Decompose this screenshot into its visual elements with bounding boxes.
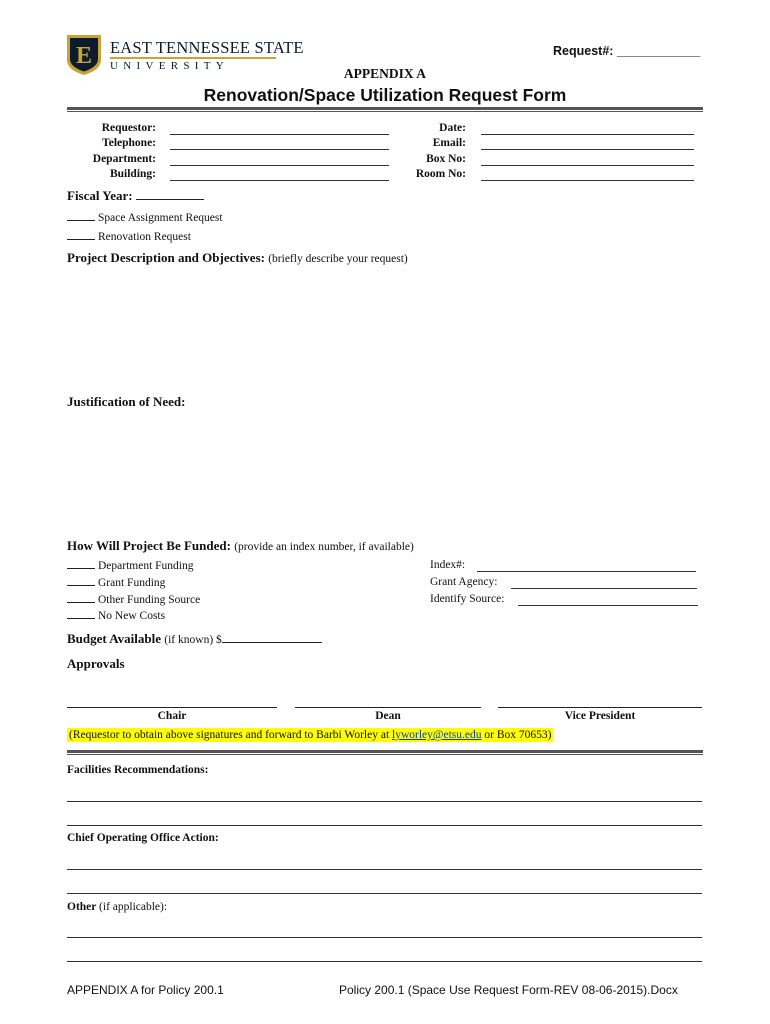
- department-label: Department:: [92, 153, 156, 165]
- requestor-label: Requestor:: [101, 122, 156, 134]
- department-field[interactable]: [170, 165, 389, 166]
- university-name-line2: UNIVERSITY: [110, 60, 229, 72]
- other-label: Other: [67, 901, 97, 913]
- project-description-label: Project Description and Objectives:: [67, 250, 265, 265]
- coo-line-1[interactable]: [67, 869, 702, 870]
- identify-source-field[interactable]: [518, 605, 698, 606]
- identify-source-label: Identify Source:: [430, 593, 505, 605]
- grant-funding-label: Grant Funding: [98, 577, 166, 589]
- no-new-costs-label: No New Costs: [98, 610, 166, 622]
- email-field[interactable]: [481, 149, 694, 150]
- footer-right: Policy 200.1 (Space Use Request Form-REV 08-06-2015).Docx: [339, 983, 678, 997]
- email-label: Email:: [432, 137, 466, 149]
- department-funding-label: Department Funding: [98, 560, 194, 572]
- other-funding-label: Other Funding Source: [98, 594, 201, 606]
- coo-line-2[interactable]: [67, 893, 702, 894]
- building-label: Building:: [109, 168, 156, 180]
- project-description-area[interactable]: [67, 270, 702, 388]
- logo-letter: E: [75, 43, 93, 69]
- requestor-field[interactable]: [170, 134, 389, 135]
- signature-note-suffix: or Box 70653): [481, 729, 552, 741]
- budget-heading: [67, 631, 322, 647]
- department-funding-option[interactable]: [67, 559, 194, 572]
- chair-signature-line[interactable]: [67, 707, 277, 708]
- other-heading: [67, 901, 167, 913]
- fiscal-year: [67, 188, 204, 204]
- request-number-field[interactable]: Request#: ____________: [553, 44, 701, 58]
- room-no-field[interactable]: [481, 180, 694, 181]
- budget-field[interactable]: [222, 633, 322, 643]
- index-number-field[interactable]: [477, 571, 696, 572]
- signature-instructions: [67, 728, 553, 742]
- form-title: Renovation/Space Utilization Request Form: [203, 85, 567, 105]
- other-line-1[interactable]: [67, 937, 702, 938]
- index-number-label: Index#:: [430, 559, 466, 571]
- dean-signature-line[interactable]: [295, 707, 481, 708]
- grant-agency-label: Grant Agency:: [430, 576, 498, 588]
- renovation-label: Renovation Request: [98, 231, 191, 243]
- other-line-2[interactable]: [67, 961, 702, 962]
- vp-signature-line[interactable]: [498, 707, 702, 708]
- title-divider: [67, 107, 703, 112]
- other-funding-option[interactable]: [67, 593, 200, 606]
- date-label: Date:: [439, 122, 466, 134]
- funding-label: How Will Project Be Funded:: [67, 538, 231, 553]
- chair-label: Chair: [157, 710, 187, 722]
- telephone-label: Telephone:: [102, 137, 156, 149]
- grant-funding-option[interactable]: [67, 576, 165, 589]
- email-link[interactable]: lyworley@etsu.edu: [392, 729, 482, 741]
- grant-agency-field[interactable]: [511, 588, 697, 589]
- other-note: (if applicable):: [99, 901, 168, 913]
- funding-heading: [67, 538, 414, 554]
- space-assignment-label: Space Assignment Request: [98, 212, 223, 224]
- approvals-divider: [67, 750, 703, 755]
- no-new-costs-option[interactable]: [67, 609, 165, 622]
- signature-note-prefix: (Requestor to obtain above signatures and forward to Barbi Worley at: [69, 729, 393, 741]
- fiscal-year-label: Fiscal Year:: [67, 188, 133, 203]
- justification-label: Justification of Need:: [67, 394, 186, 409]
- vice-president-label: Vice President: [564, 710, 636, 722]
- renovation-option[interactable]: [67, 230, 191, 243]
- date-field[interactable]: [481, 134, 694, 135]
- telephone-field[interactable]: [170, 149, 389, 150]
- building-field[interactable]: [170, 180, 389, 181]
- fiscal-year-field[interactable]: [136, 190, 204, 200]
- box-no-label: Box No:: [426, 153, 466, 165]
- facilities-recommendations-label: Facilities Recommendations:: [67, 764, 209, 776]
- facilities-line-1[interactable]: [67, 801, 702, 802]
- footer-left: APPENDIX A for Policy 200.1: [67, 983, 224, 997]
- space-assignment-option[interactable]: [67, 211, 223, 224]
- project-description-heading: [67, 250, 408, 266]
- appendix-heading: APPENDIX A: [343, 66, 427, 81]
- facilities-line-2[interactable]: [67, 825, 702, 826]
- dean-label: Dean: [375, 710, 401, 722]
- box-no-field[interactable]: [481, 165, 694, 166]
- coo-action-label: Chief Operating Office Action:: [67, 832, 219, 844]
- budget-note: (if known) $: [164, 634, 222, 646]
- budget-label: Budget Available: [67, 631, 162, 646]
- approvals-label: Approvals: [67, 656, 125, 671]
- funding-note: (provide an index number, if available): [234, 541, 414, 553]
- project-description-note: (briefly describe your request): [268, 253, 408, 265]
- room-no-label: Room No:: [415, 168, 466, 180]
- university-name-line1: EAST TENNESSEE STATE: [110, 38, 304, 57]
- justification-area[interactable]: [67, 414, 702, 532]
- logo-divider: [110, 57, 276, 59]
